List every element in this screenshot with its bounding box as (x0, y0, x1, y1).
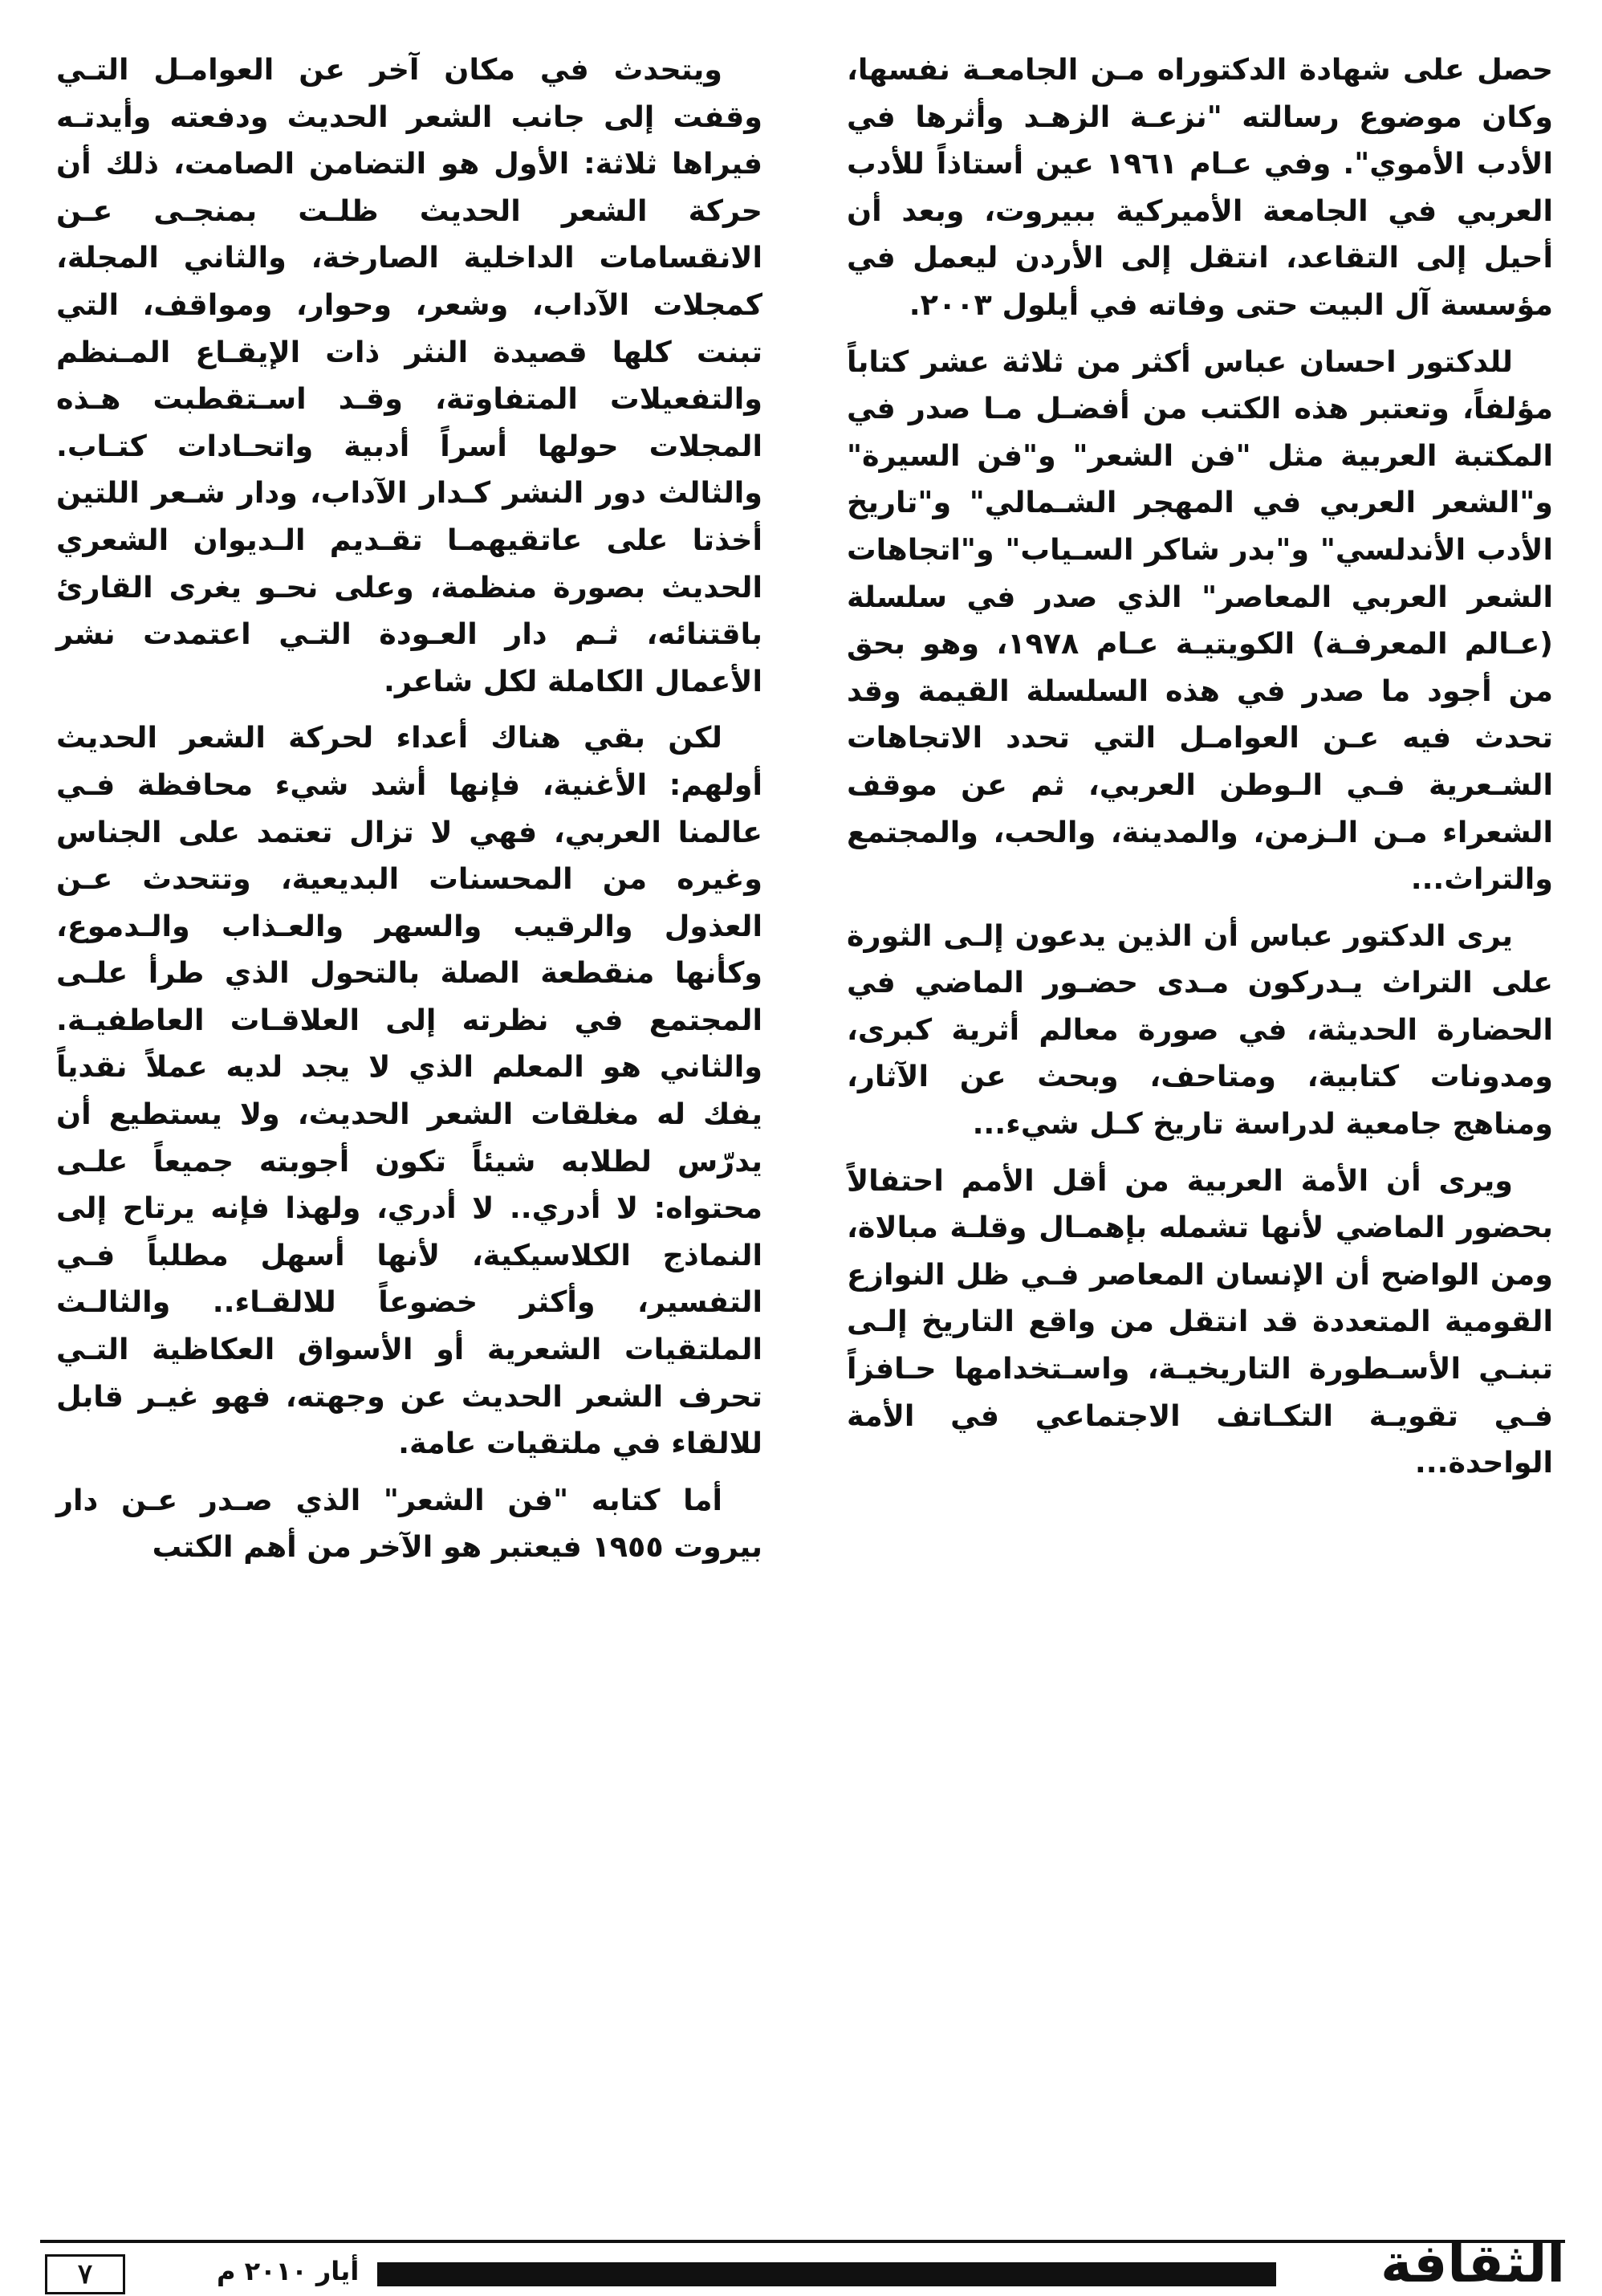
paragraph: أما كتابه "فن الشعر" الذي صـدر عـن دار بيروت ١٩٥٥ فيعتبر هو الآخر من أهم الكتب (56, 1482, 762, 1565)
paragraph: ويرى أن الأمة العربية من أقل الأمم احتفالاً بحضور الماضي لأنها تشمله بإهمـال وقلـة مبالاة، ومن الواضح أن الإنسان المعاصر فـي ظل النوازع القومية المتعددة قد انتقل من واقع التاريخ إلـى تبنـي الأسـطورة التاريخيـة، واسـتخدامها حـافزاً فـي تقويـة التكـاتف الاجتماعي في الأمة الواحدة... (847, 1162, 1553, 1480)
paragraph: ويتحدث في مكان آخر عن العوامـل التـي وقفت إلى جانب الشعر الحديث ودفعته وأيدتـه فيراها ثلاثة: الأول هو التضامن الصامت، ذلك أن حركة الشعر الحديث ظلـت بمنجـى عـن الانقسامات الداخلية الصارخة، والثاني المجلة، كمجلات الآداب، وشعر، وحوار، ومواقف، التي تبنت كلها قصيدة النثر ذات الإيقـاع المـنظم والتفعيلات المتفاوتة، وقـد اسـتقطبت هـذه المجلات حولها أسراً أدبية واتحـادات كتـاب. والثالث دور النشر كـدار الآداب، ودار شـعر اللتين أخذتا على عاتقيهمـا تقـديم الـديوان الشعري الحديث بصورة منظمة، وعلى نحـو يغرى القارئ باقتنائه، ثـم دار العـودة التـي اعتمدت نشر الأعمال الكاملة لكل شاعر. (56, 52, 762, 698)
footer-bar (377, 2262, 1276, 2286)
left-column (56, 47, 762, 1581)
masthead-logo: الثقافة (1380, 2233, 1565, 2294)
page-number: ٧ (45, 2254, 125, 2294)
page-footer (40, 2233, 1565, 2294)
paragraph: لكن بقي هناك أعداء لحركة الشعر الحديث أولهم: الأغنية، فإنها أشد شيء محافظة فـي عالمنا العربي، فهي لا تزال تعتمد على الجناس وغيره من المحسنات البديعية، وتتحدث عـن العذول والرقيب والسهر والعـذاب والـدموع، وكأنها منقطعة الصلة بالتحول الذي طرأ علـى المجتمع في نظرته إلى العلاقـات العاطفيـة. والثاني هو المعلم الذي لا يجد لديه عملاً نقدياً يفك له مغلقات الشعر الحديث، ولا يستطيع أن يدرّس لطلابه شيئاً تكون أجوبته جميعاً علـى محتواه: لا أدري.. لا أدري، ولهذا فإنه يرتاح إلى النماذج الكلاسيكية، لأنها أسهل مطلباً فـي التفسير، وأكثر خضوعاً للالقـاء.. والثالـث الملتقيات الشعرية أو الأسواق العكاظية التـي تحرف الشعر الحديث عن وجهته، فهو غيـر قابل للالقاء في ملتقيات عامة. (56, 720, 762, 1461)
paragraph: حصل على شهادة الدكتوراه مـن الجامعـة نفسها، وكان موضوع رسالته "نزعـة الزهـد وأثرها في الأدب الأموي". وفي عـام ١٩٦١ عين أستاذاً للأدب العربي في الجامعة الأميركية ببيروت، وبعد أن أحيل إلى التقاعد، انتقل إلى الأردن ليعمل في مؤسسة آل البيت حتى وفاته في أيلول ٢٠٠٣. (847, 52, 1553, 322)
paragraph: يرى الدكتور عباس أن الذين يدعون إلـى الثورة على التراث يـدركون مـدى حضـور الماضي في الحضارة الحديثة، في صورة معالم أثرية كبرى، ومدونات كتابية، ومتاحف، وبحث عن الآثار، ومناهج جامعية لدراسة تاريخ كـل شيء... (847, 918, 1553, 1142)
paragraph: للدكتور احسان عباس أكثر من ثلاثة عشر كتاباً مؤلفاً، وتعتبر هذه الكتب من أفضـل مـا صدر في المكتبة العربية مثل "فن الشعر" و"فن السيرة" و"الشعر العربي في المهجر الشـمالي" و"تاريخ الأدب الأندلسي" و"بدر شاكر السـياب" و"اتجاهات الشعر العربي المعاصر" الذي صدر في سلسلة (عـالم المعرفـة) الكويتيـة عـام ١٩٧٨، وهو بحق من أجود ما صدر في هذه السلسلة القيمة وقد تحدث فيه عـن العوامـل التي تحدد الاتجاهات الشـعرية فـي الـوطن العربي، ثم عن موقف الشعراء مـن الـزمن، والمدينة، والحب، والمجتمع والتراث... (847, 344, 1553, 897)
issue-date: أيار ٢٠١٠ م (217, 2256, 360, 2286)
right-column (847, 47, 1553, 1496)
